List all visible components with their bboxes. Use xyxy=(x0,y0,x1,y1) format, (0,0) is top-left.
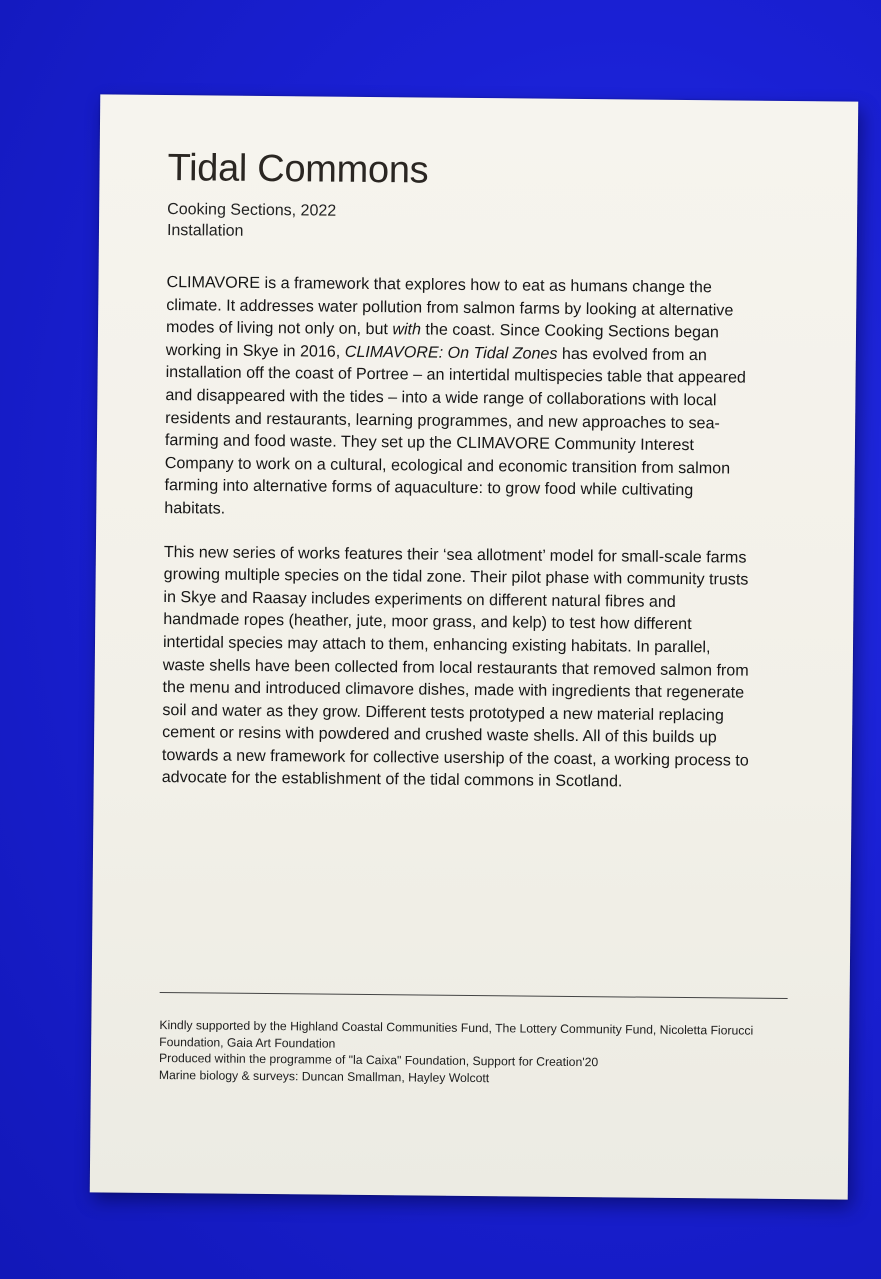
credits-marine: Marine biology & surveys: Duncan Smallman, Hayley Wolcott xyxy=(158,1067,490,1085)
description-paragraph-1 xyxy=(164,271,756,525)
paragraph-1-text-b: the coast. Since Cooking Sections began working in Skye in 2016, xyxy=(165,320,720,361)
artwork-meta xyxy=(167,199,336,243)
credits-support: Kindly supported by the Highland Coastal Communities Fund, The Lottery Community Fund, Nicoletta Fiorucci Foundation, Gaia Art Foundation xyxy=(159,1017,754,1051)
divider xyxy=(160,992,788,999)
artwork-title: Tidal Commons xyxy=(167,147,429,192)
credits-produced: Produced within the programme of "la Caixa" Foundation, Support for Creation'20 xyxy=(158,1050,599,1070)
description xyxy=(161,271,756,816)
artist-year: Cooking Sections, 2022 xyxy=(167,201,337,220)
paragraph-1-italic-title: CLIMAVORE: On Tidal Zones xyxy=(344,342,558,363)
description-paragraph-2: This new series of works features their ‘sea allotment’ model for small-scale farms growing multiple species on the tidal zone. Their pilot phase with community trusts in Skye and Raasay includes experiments on different natural fibres and handmade ropes (heather, jute, moor grass, and kelp) to test how different intertidal species may attach to them, enhancing existing habitats. In parallel, waste shells have been collected from local restaurants that removed salmon from the menu and introduced climavore dishes, made with ingredients that regenerate soil and water as they grow. Different tests prototyped a new material replacing cement or resins with powdered and crushed waste shells. All of this builds up towards a new framework for collective usership of the coast, a working process to advocate for the establishment of the tidal commons in Scotland. xyxy=(161,542,749,791)
paragraph-1-text-c: has evolved from an installation off the coast of Portree – an intertidal multispecies table that appeared and disappeared with the tides – into a wide range of collaborations with local residents and restaurants, learning programmes, and new approaches to sea-farming and food waste. They set up the CLIMAVORE Community Interest Company to work on a cultural, ecological and economic transition from salmon farming into alternative forms of aquaculture: to grow food while cultivating habitats. xyxy=(164,344,747,518)
wall-label-card xyxy=(90,94,859,1199)
paragraph-1-text-a: CLIMAVORE is a framework that explores how to eat as humans change the climate. It addresses water pollution from salmon farms by looking at alternative modes of living not only on, but xyxy=(165,273,734,339)
paragraph-1-italic-with: with xyxy=(392,320,422,339)
credits xyxy=(159,1017,790,1089)
artwork-medium: Installation xyxy=(166,222,244,240)
